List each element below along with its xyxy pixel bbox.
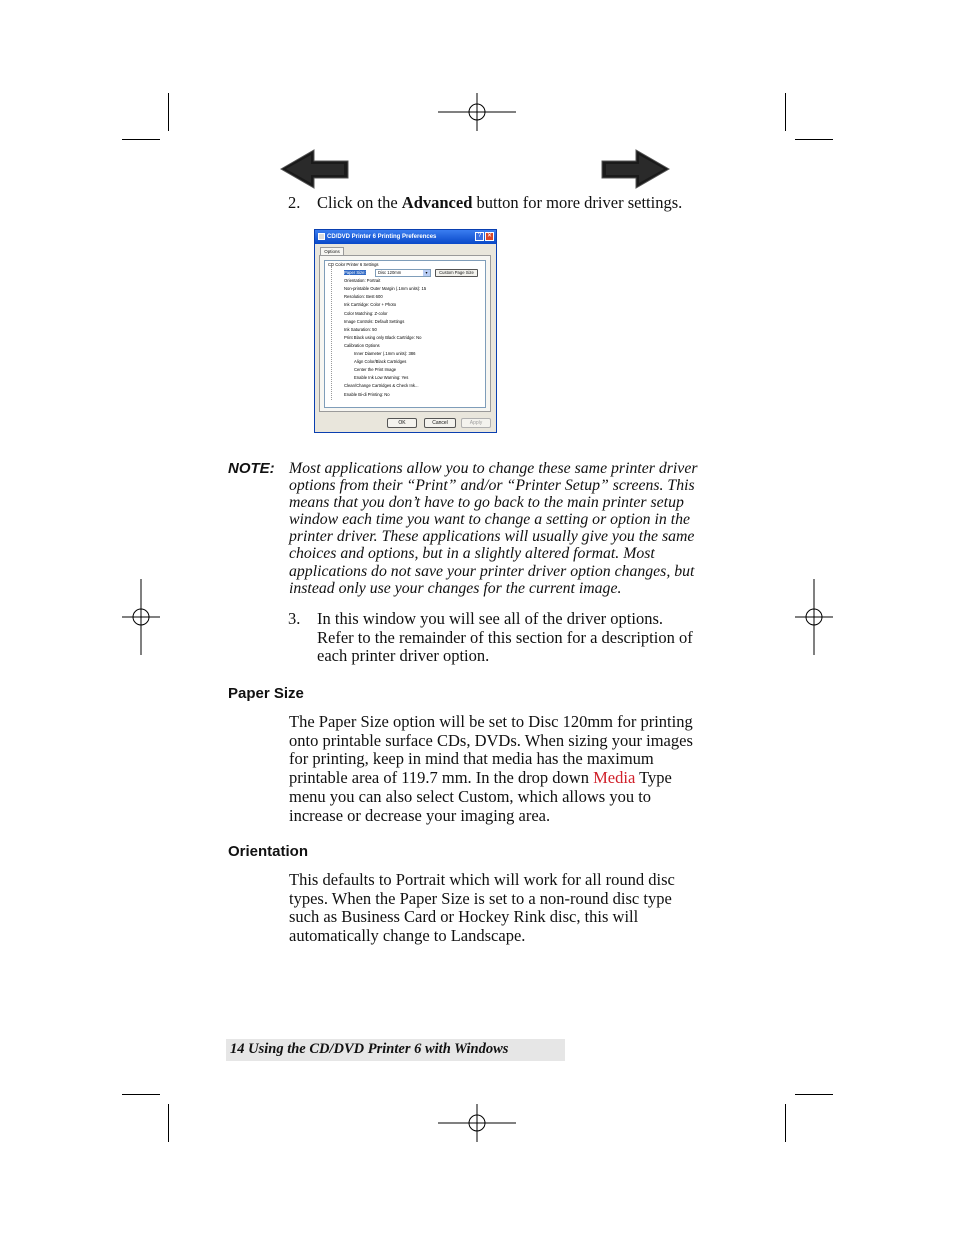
dialog-title: CD/DVD Printer 6 Printing Preferences xyxy=(327,234,437,240)
tree-item[interactable]: Resolution: Best 600 xyxy=(344,294,383,300)
settings-tree xyxy=(328,261,484,399)
note-line: instead only use your changes for the current image. xyxy=(289,579,622,597)
step-2 xyxy=(288,193,683,213)
tree-item[interactable]: Image Controls: Default Settings xyxy=(344,318,405,324)
paper-size-line: for printing, keep in mind that media has the maximum xyxy=(289,749,654,769)
paper-size-line: onto printable surface CDs, DVDs. When sizing your images xyxy=(289,730,693,750)
tree-item[interactable]: Color Matching: Z-color xyxy=(344,310,388,316)
ok-button[interactable]: OK xyxy=(387,418,417,428)
note-line: printer driver. These applications will usually give you the same xyxy=(289,528,695,546)
note-line: window each time you want to change a setting or option in the xyxy=(289,511,691,529)
note-line: choices and options, but in a slightly altered format. Most xyxy=(289,545,655,563)
paper-size-line: printable area of 119.7 mm. In the drop down Media Type xyxy=(289,768,672,788)
tree-item[interactable]: Paper Size: xyxy=(344,270,366,276)
tree-item[interactable]: Enable Ink Low Warning: Yes xyxy=(354,375,409,381)
chevron-down-icon: ▾ xyxy=(423,270,430,276)
custom-page-size-label: Custom Page Size xyxy=(439,270,474,275)
help-button[interactable]: ? xyxy=(475,232,484,241)
orientation-heading: Orientation xyxy=(228,843,309,860)
tree-item[interactable]: Center the Print Image xyxy=(354,367,397,373)
orientation-line: automatically change to Landscape. xyxy=(289,926,526,946)
apply-button[interactable]: Apply xyxy=(461,418,491,428)
media-link[interactable]: Media xyxy=(593,768,636,788)
printing-preferences-dialog xyxy=(314,229,497,433)
tree-item[interactable]: Ink Cartridge: Color + Photo xyxy=(344,302,397,308)
note-line: options from their “Print” and/or “Printer Setup” screens. This xyxy=(289,477,695,495)
registration-mark-top xyxy=(438,93,516,131)
paper-size-value: Disc 120mm xyxy=(378,270,402,275)
tree-item[interactable]: Clean/Change Cartridges & Check Ink... xyxy=(344,383,419,389)
orientation-line: types. When the Paper Size is set to a non-round disc type xyxy=(289,888,672,908)
tree-item[interactable]: Align Color/Black Cartridges xyxy=(354,359,407,365)
previous-page-arrow-icon[interactable] xyxy=(278,147,352,191)
step-3-line: In this window you will see all of the driver options. xyxy=(317,609,663,628)
registration-mark-left xyxy=(122,579,160,655)
tree-guide-line xyxy=(331,266,332,400)
step-2-number: 2. xyxy=(288,193,301,212)
orientation-line: This defaults to Portrait which will work for all round disc xyxy=(289,870,675,889)
tree-item[interactable]: Print Black using only Black Cartridge: No xyxy=(344,334,422,340)
step-3-line: Refer to the remainder of this section for a description of xyxy=(317,627,693,647)
note-line: applications do not save your printer driver option changes, but xyxy=(289,562,695,580)
custom-page-size-button[interactable] xyxy=(435,269,478,277)
next-page-arrow-icon[interactable] xyxy=(598,147,672,191)
dialog-title-bar xyxy=(315,230,496,244)
tree-item[interactable]: Ink Saturation: 50 xyxy=(344,326,377,332)
step-2-text-before: Click on the xyxy=(317,193,402,212)
cancel-button[interactable]: Cancel xyxy=(424,418,456,428)
note-body xyxy=(289,460,729,597)
orientation-body xyxy=(289,871,729,946)
tree-item[interactable]: CD Color Printer 6 Settings xyxy=(328,262,379,267)
note-label: NOTE: xyxy=(228,460,275,477)
step-3-line: each printer driver option. xyxy=(317,646,490,666)
tree-item[interactable]: Orientation: Portrait xyxy=(344,278,381,284)
paper-size-body xyxy=(289,713,729,825)
paper-size-heading: Paper Size xyxy=(228,685,304,702)
tree-item[interactable]: Non-printable Outer Margin (.1mm units): 15 xyxy=(344,286,427,292)
step-2-text-after: button for more driver settings. xyxy=(472,193,683,212)
orientation-line: such as Business Card or Hockey Rink disc, this will xyxy=(289,907,639,927)
footer-text: 14 Using the CD/DVD Printer 6 with Windows xyxy=(230,1041,509,1057)
paper-size-line: menu you can also select Custom, which allows you to xyxy=(289,786,652,806)
step-3 xyxy=(288,609,728,666)
registration-mark-right xyxy=(795,579,833,655)
step-3-number: 3. xyxy=(288,609,301,628)
paper-size-line: increase or decrease your imaging area. xyxy=(289,805,551,825)
page-footer xyxy=(226,1039,565,1061)
note-line: means that you don’t have to go back to the main printer setup xyxy=(289,494,684,512)
paper-size-line: The Paper Size option will be set to Disc 120mm for printing xyxy=(289,712,693,731)
note-line: Most applications allow you to change these same printer driver xyxy=(289,460,698,477)
tree-item[interactable]: Inner Diameter (.1mm units): 386 xyxy=(354,351,416,357)
step-2-bold: Advanced xyxy=(401,193,473,212)
registration-mark-bottom xyxy=(438,1104,516,1142)
tab-options-label: Options xyxy=(324,249,340,254)
paper-size-select[interactable] xyxy=(375,269,431,277)
tree-item[interactable]: Enable Bi-di Printing: No xyxy=(344,391,390,397)
tree-item[interactable]: Calibration Options xyxy=(344,342,380,348)
printer-icon xyxy=(318,233,325,240)
close-button[interactable]: ✕ xyxy=(486,233,493,239)
